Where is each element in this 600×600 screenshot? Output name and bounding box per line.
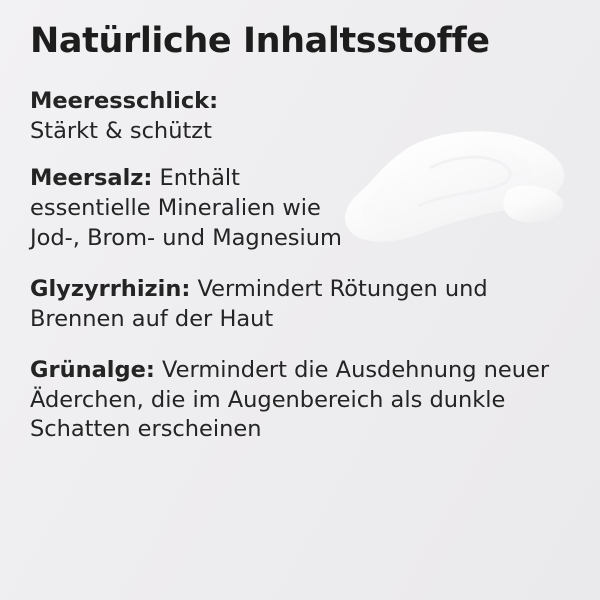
ingredient-item xyxy=(30,356,586,446)
ingredient-item xyxy=(30,164,360,254)
ingredient-description: Enthält essentielle Mineralien wie Jod-, Brom- und Magnesium xyxy=(30,165,342,251)
ingredient-term: Meersalz: xyxy=(30,165,153,192)
ingredient-term: Meeresschlick: xyxy=(30,88,219,115)
ingredient-description: Vermindert die Ausdehnung neuer Äderchen, die im Augenbereich als dunkle Schatten erscheinen xyxy=(30,356,550,443)
ingredient-item xyxy=(30,275,586,335)
ingredient-term: Glyzyrrhizin: xyxy=(30,275,191,302)
ingredient-description: Vermindert Rötungen und Brennen auf der Haut xyxy=(30,275,488,332)
ingredient-term: Grünalge: xyxy=(30,356,155,383)
ingredient-description: Stärkt & schützt xyxy=(30,118,212,145)
ingredient-item xyxy=(30,87,360,147)
page-title: Natürliche Inhaltsstoffe xyxy=(30,21,490,61)
